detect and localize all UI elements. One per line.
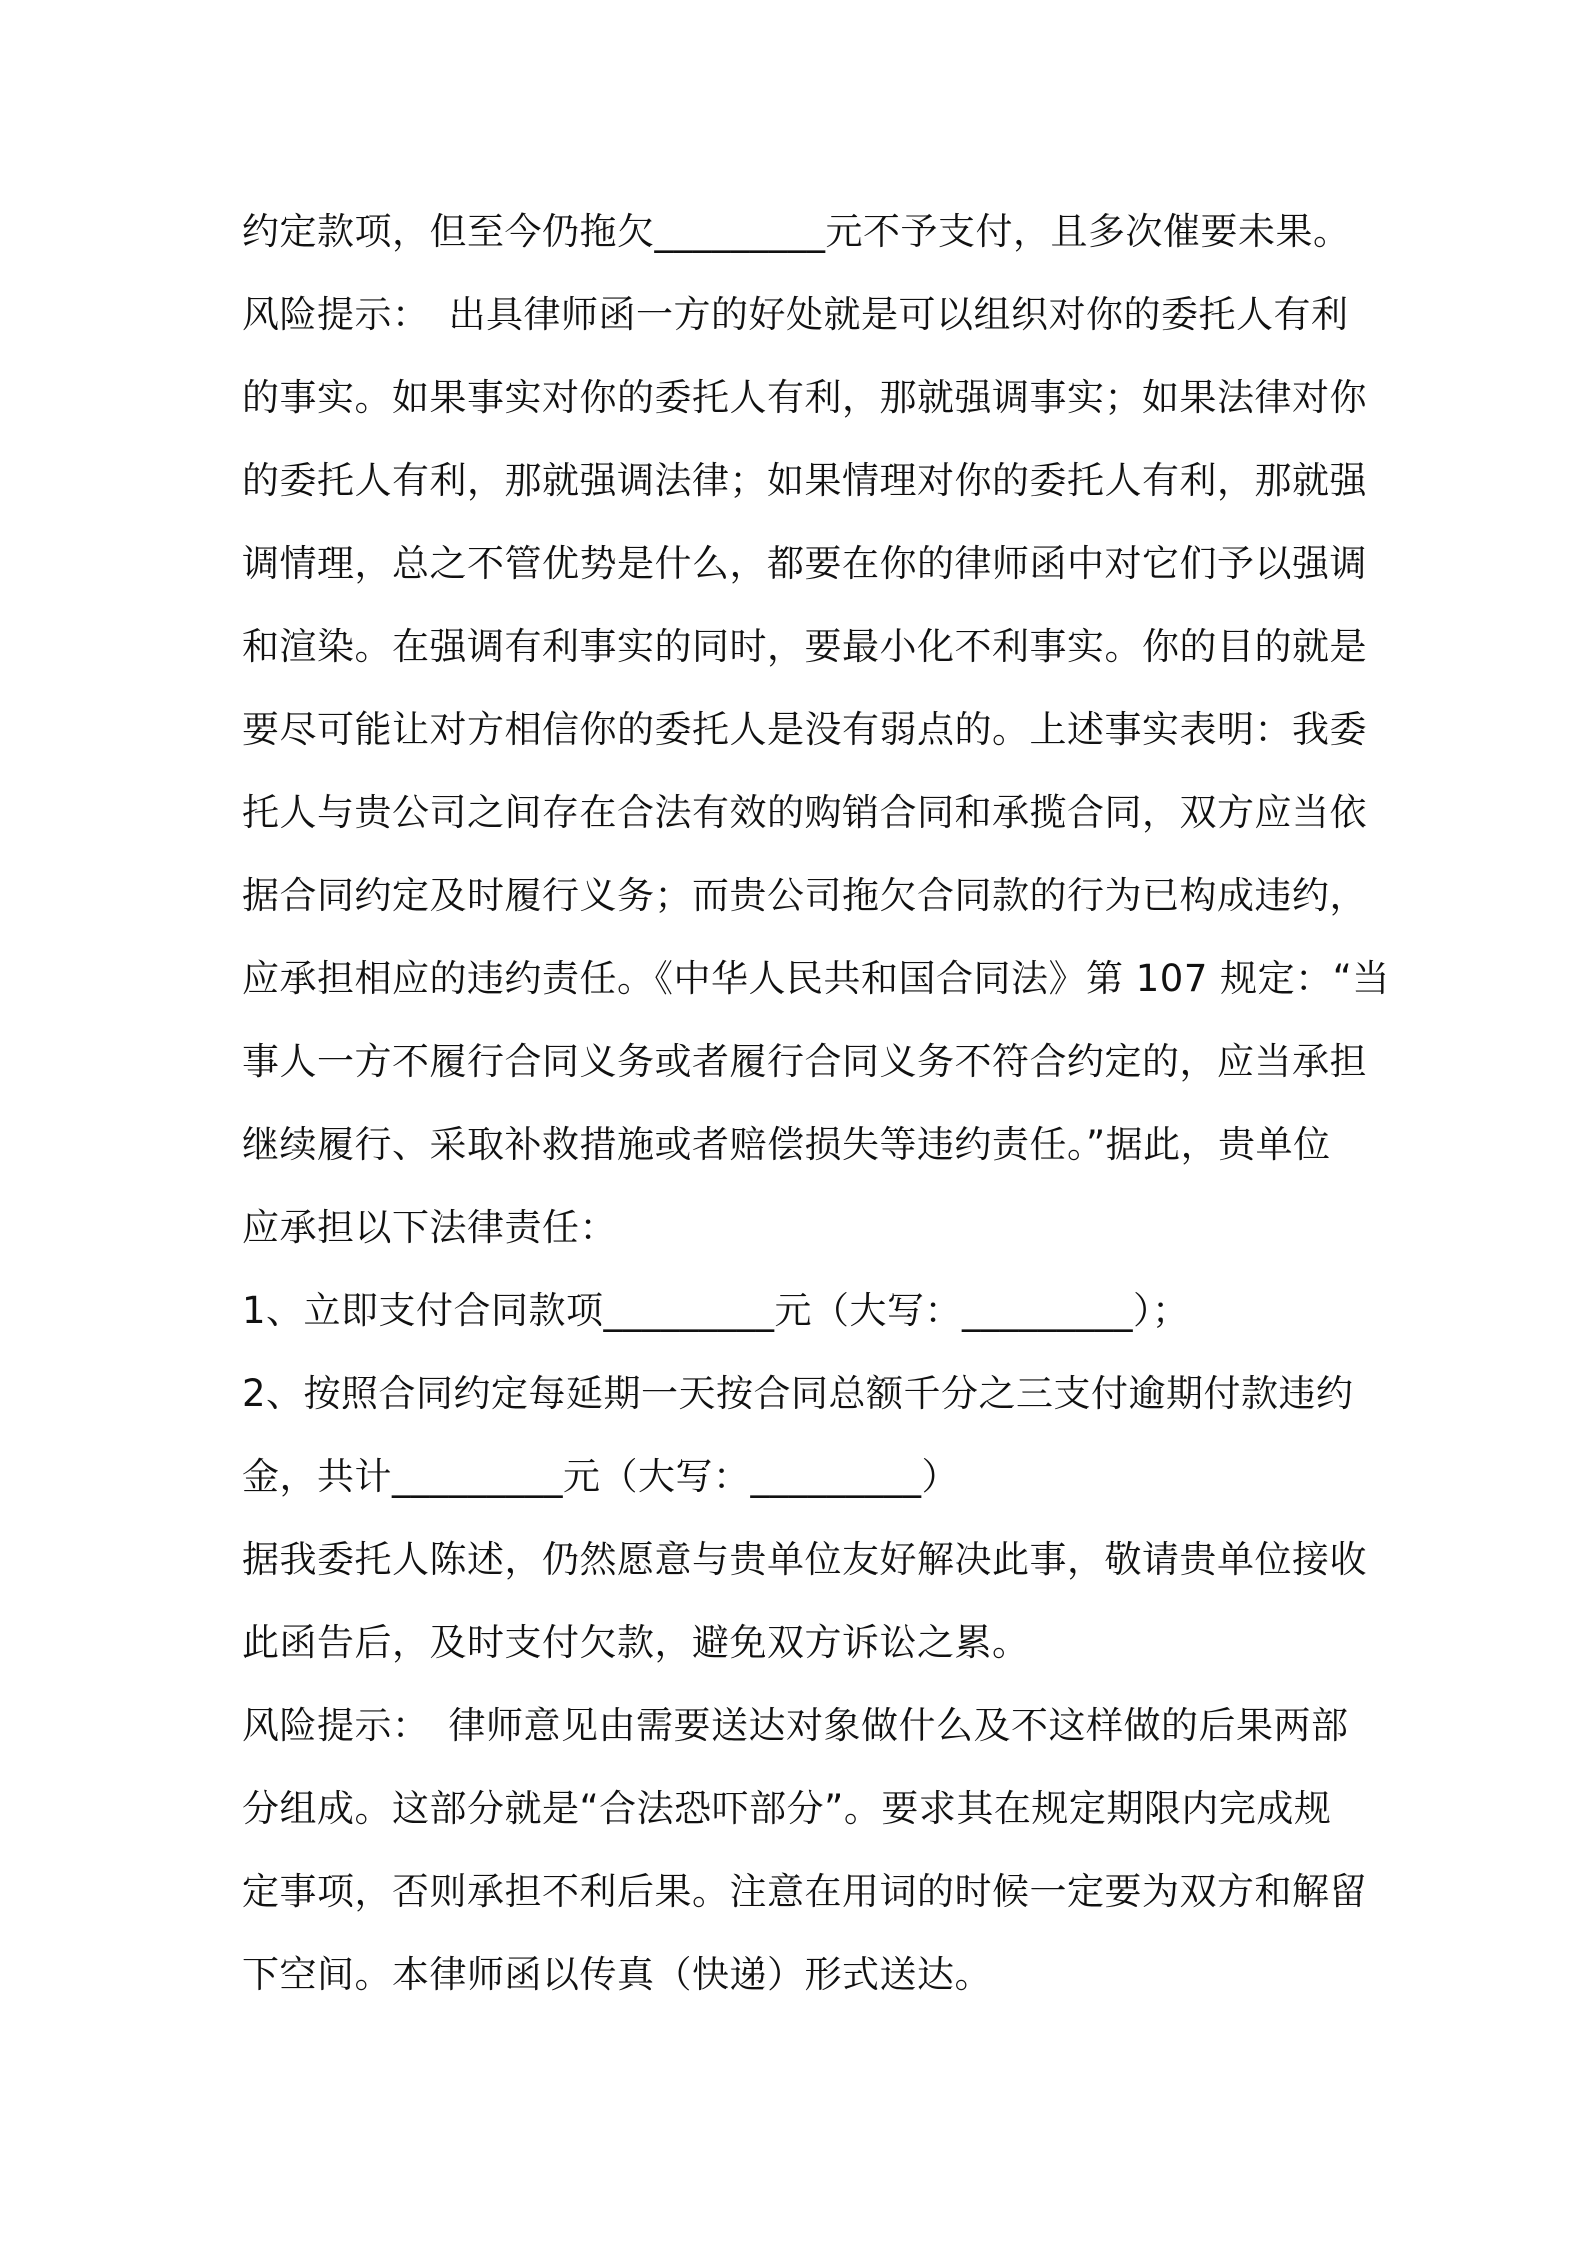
risk-tip-line: 风险提示： 出具律师函一方的好处就是可以组织对你的委托人有利 <box>242 293 1349 336</box>
text-line: 约定款项，但至今仍拖欠_________元不予支付，且多次催要未果。 <box>242 210 1351 253</box>
text-line: 定事项，否则承担不利后果。注意在用词的时候一定要为双方和解留 <box>242 1870 1367 1913</box>
text-line: 要尽可能让对方相信你的委托人是没有弱点的。上述事实表明：我委 <box>242 708 1367 751</box>
liability-item-1: 1、立即支付合同款项_________元（大写：_________）； <box>242 1289 1190 1332</box>
text-line: 和渲染。在强调有利事实的同时，要最小化不利事实。你的目的就是 <box>242 625 1367 668</box>
text-line: 此函告后，及时支付欠款，避免双方诉讼之累。 <box>242 1621 1030 1664</box>
text-line: 的委托人有利，那就强调法律；如果情理对你的委托人有利，那就强 <box>242 459 1367 502</box>
document-page <box>242 190 1390 2016</box>
text-line: 金，共计_________元（大写：_________） <box>242 1455 959 1498</box>
text-line: 据合同约定及时履行义务；而贵公司拖欠合同款的行为已构成违约， <box>242 874 1367 917</box>
text-line: 托人与贵公司之间存在合法有效的购销合同和承揽合同，双方应当依 <box>242 791 1367 834</box>
text-line: 的事实。如果事实对你的委托人有利，那就强调事实；如果法律对你 <box>242 376 1367 419</box>
text-line: 分组成。这部分就是“合法恐吓部分”。要求其在规定期限内完成规 <box>242 1787 1332 1830</box>
text-line: 据我委托人陈述，仍然愿意与贵单位友好解决此事，敬请贵单位接收 <box>242 1538 1367 1581</box>
text-line: 应承担以下法律责任： <box>242 1206 617 1249</box>
text-line: 下空间。本律师函以传真（快递）形式送达。 <box>242 1953 992 1996</box>
text-line: 应承担相应的违约责任。《中华人民共和国合同法》第 107 规定：“当 <box>242 957 1390 1000</box>
text-line: 调情理，总之不管优势是什么，都要在你的律师函中对它们予以强调 <box>242 542 1367 585</box>
text-line: 继续履行、采取补救措施或者赔偿损失等违约责任。”据此，贵单位 <box>242 1123 1331 1166</box>
liability-item-2: 2、按照合同约定每延期一天按合同总额千分之三支付逾期付款违约 <box>242 1372 1354 1415</box>
risk-tip-line: 风险提示： 律师意见由需要送达对象做什么及不这样做的后果两部 <box>242 1704 1349 1747</box>
text-line: 事人一方不履行合同义务或者履行合同义务不符合约定的，应当承担 <box>242 1040 1367 1083</box>
